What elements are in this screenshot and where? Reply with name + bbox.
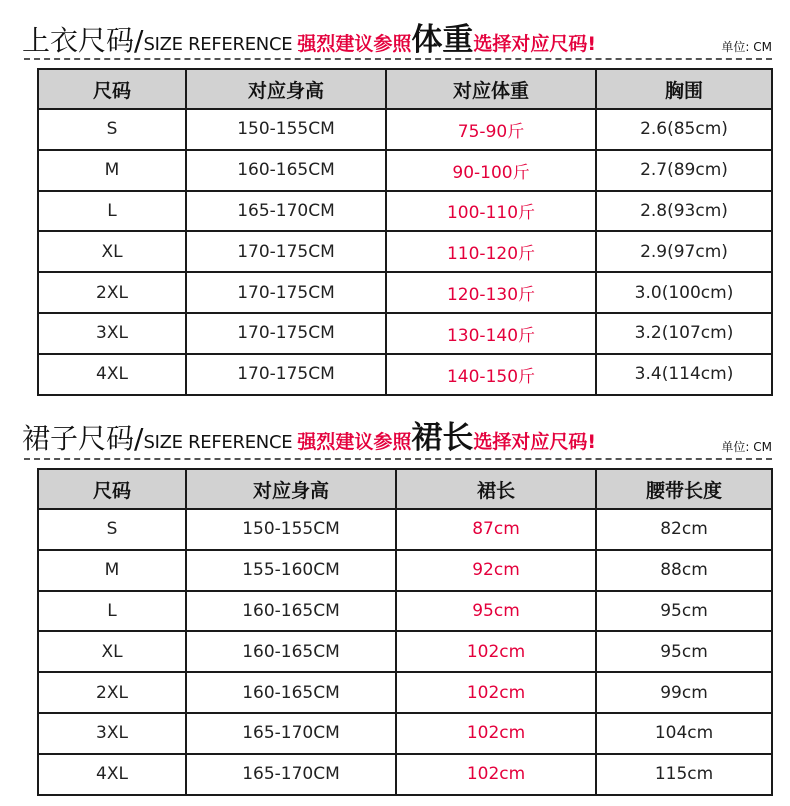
skirt-advice-tail: 选择对应尺码!: [473, 431, 597, 453]
cell-chest: 3.2(107cm): [596, 313, 772, 354]
skirt-key-measure: 裙长: [411, 420, 474, 456]
tops-unit-label: 单位: CM: [721, 40, 772, 54]
skirt-title-cn: 裙子尺码/: [22, 422, 144, 455]
table-header-row: [38, 69, 772, 109]
cell-height: 160-165CM: [186, 150, 386, 191]
cell-height: 165-170CM: [186, 191, 386, 232]
table-row: [38, 631, 772, 672]
cell-size: XL: [38, 631, 186, 672]
skirt-advice: 强烈建议参照: [297, 431, 412, 453]
cell-weight: 130-140斤: [386, 313, 596, 354]
cell-height: 150-155CM: [186, 509, 396, 550]
tops-title: [22, 14, 596, 59]
cell-skirt-length: 102cm: [396, 631, 596, 672]
cell-size: S: [38, 509, 186, 550]
cell-weight: 90-100斤: [386, 150, 596, 191]
cell-height: 170-175CM: [186, 313, 386, 354]
cell-chest: 3.0(100cm): [596, 272, 772, 313]
cell-belt-length: 104cm: [596, 713, 772, 754]
cell-skirt-length: 102cm: [396, 672, 596, 713]
cell-size: XL: [38, 231, 186, 272]
cell-chest: 2.8(93cm): [596, 191, 772, 232]
cell-belt-length: 95cm: [596, 631, 772, 672]
tops-title-en: SIZE REFERENCE: [143, 34, 293, 55]
header-weight: 对应体重: [386, 69, 596, 109]
skirt-size-section: [0, 400, 790, 806]
tops-size-section: [0, 0, 790, 400]
cell-chest: 3.4(114cm): [596, 354, 772, 395]
skirt-divider: [24, 458, 772, 460]
cell-height: 160-165CM: [186, 591, 396, 632]
cell-weight: 100-110斤: [386, 191, 596, 232]
skirt-unit-label: 单位: CM: [721, 440, 772, 454]
cell-height: 160-165CM: [186, 672, 396, 713]
cell-belt-length: 95cm: [596, 591, 772, 632]
table-row: [38, 550, 772, 591]
cell-skirt-length: 95cm: [396, 591, 596, 632]
table-row: [38, 354, 772, 395]
cell-skirt-length: 102cm: [396, 713, 596, 754]
cell-skirt-length: 92cm: [396, 550, 596, 591]
header-size: 尺码: [38, 69, 186, 109]
header-skirt-length: 裙长: [396, 469, 596, 509]
cell-weight: 75-90斤: [386, 109, 596, 150]
cell-height: 170-175CM: [186, 231, 386, 272]
cell-weight: 140-150斤: [386, 354, 596, 395]
table-header-row: [38, 469, 772, 509]
cell-size: 2XL: [38, 672, 186, 713]
table-row: [38, 713, 772, 754]
cell-weight: 120-130斤: [386, 272, 596, 313]
header-size: 尺码: [38, 469, 186, 509]
cell-size: S: [38, 109, 186, 150]
cell-chest: 2.9(97cm): [596, 231, 772, 272]
header-height: 对应身高: [186, 469, 396, 509]
cell-chest: 2.6(85cm): [596, 109, 772, 150]
cell-size: 2XL: [38, 272, 186, 313]
cell-height: 165-170CM: [186, 754, 396, 795]
header-height: 对应身高: [186, 69, 386, 109]
skirt-title: [22, 412, 596, 457]
table-row: [38, 231, 772, 272]
table-row: [38, 591, 772, 632]
cell-height: 170-175CM: [186, 354, 386, 395]
cell-size: L: [38, 591, 186, 632]
cell-height: 165-170CM: [186, 713, 396, 754]
cell-belt-length: 115cm: [596, 754, 772, 795]
tops-size-table: [37, 68, 773, 396]
tops-title-cn: 上衣尺码/: [22, 24, 144, 57]
tops-advice: 强烈建议参照: [297, 33, 412, 55]
table-row: [38, 272, 772, 313]
cell-belt-length: 99cm: [596, 672, 772, 713]
cell-size: L: [38, 191, 186, 232]
cell-height: 150-155CM: [186, 109, 386, 150]
cell-chest: 2.7(89cm): [596, 150, 772, 191]
skirt-title-en: SIZE REFERENCE: [143, 432, 293, 453]
cell-weight: 110-120斤: [386, 231, 596, 272]
table-row: [38, 509, 772, 550]
cell-height: 170-175CM: [186, 272, 386, 313]
tops-advice-tail: 选择对应尺码!: [473, 33, 597, 55]
cell-height: 155-160CM: [186, 550, 396, 591]
cell-size: 3XL: [38, 313, 186, 354]
tops-key-measure: 体重: [411, 22, 474, 58]
cell-skirt-length: 102cm: [396, 754, 596, 795]
table-row: [38, 754, 772, 795]
cell-belt-length: 88cm: [596, 550, 772, 591]
cell-size: M: [38, 150, 186, 191]
table-row: [38, 109, 772, 150]
cell-height: 160-165CM: [186, 631, 396, 672]
table-row: [38, 191, 772, 232]
table-row: [38, 313, 772, 354]
cell-size: 3XL: [38, 713, 186, 754]
header-chest: 胸围: [596, 69, 772, 109]
tops-divider: [24, 58, 772, 60]
header-belt-length: 腰带长度: [596, 469, 772, 509]
cell-size: 4XL: [38, 754, 186, 795]
table-row: [38, 150, 772, 191]
cell-size: M: [38, 550, 186, 591]
skirt-size-table: [37, 468, 773, 796]
cell-belt-length: 82cm: [596, 509, 772, 550]
table-row: [38, 672, 772, 713]
cell-size: 4XL: [38, 354, 186, 395]
cell-skirt-length: 87cm: [396, 509, 596, 550]
